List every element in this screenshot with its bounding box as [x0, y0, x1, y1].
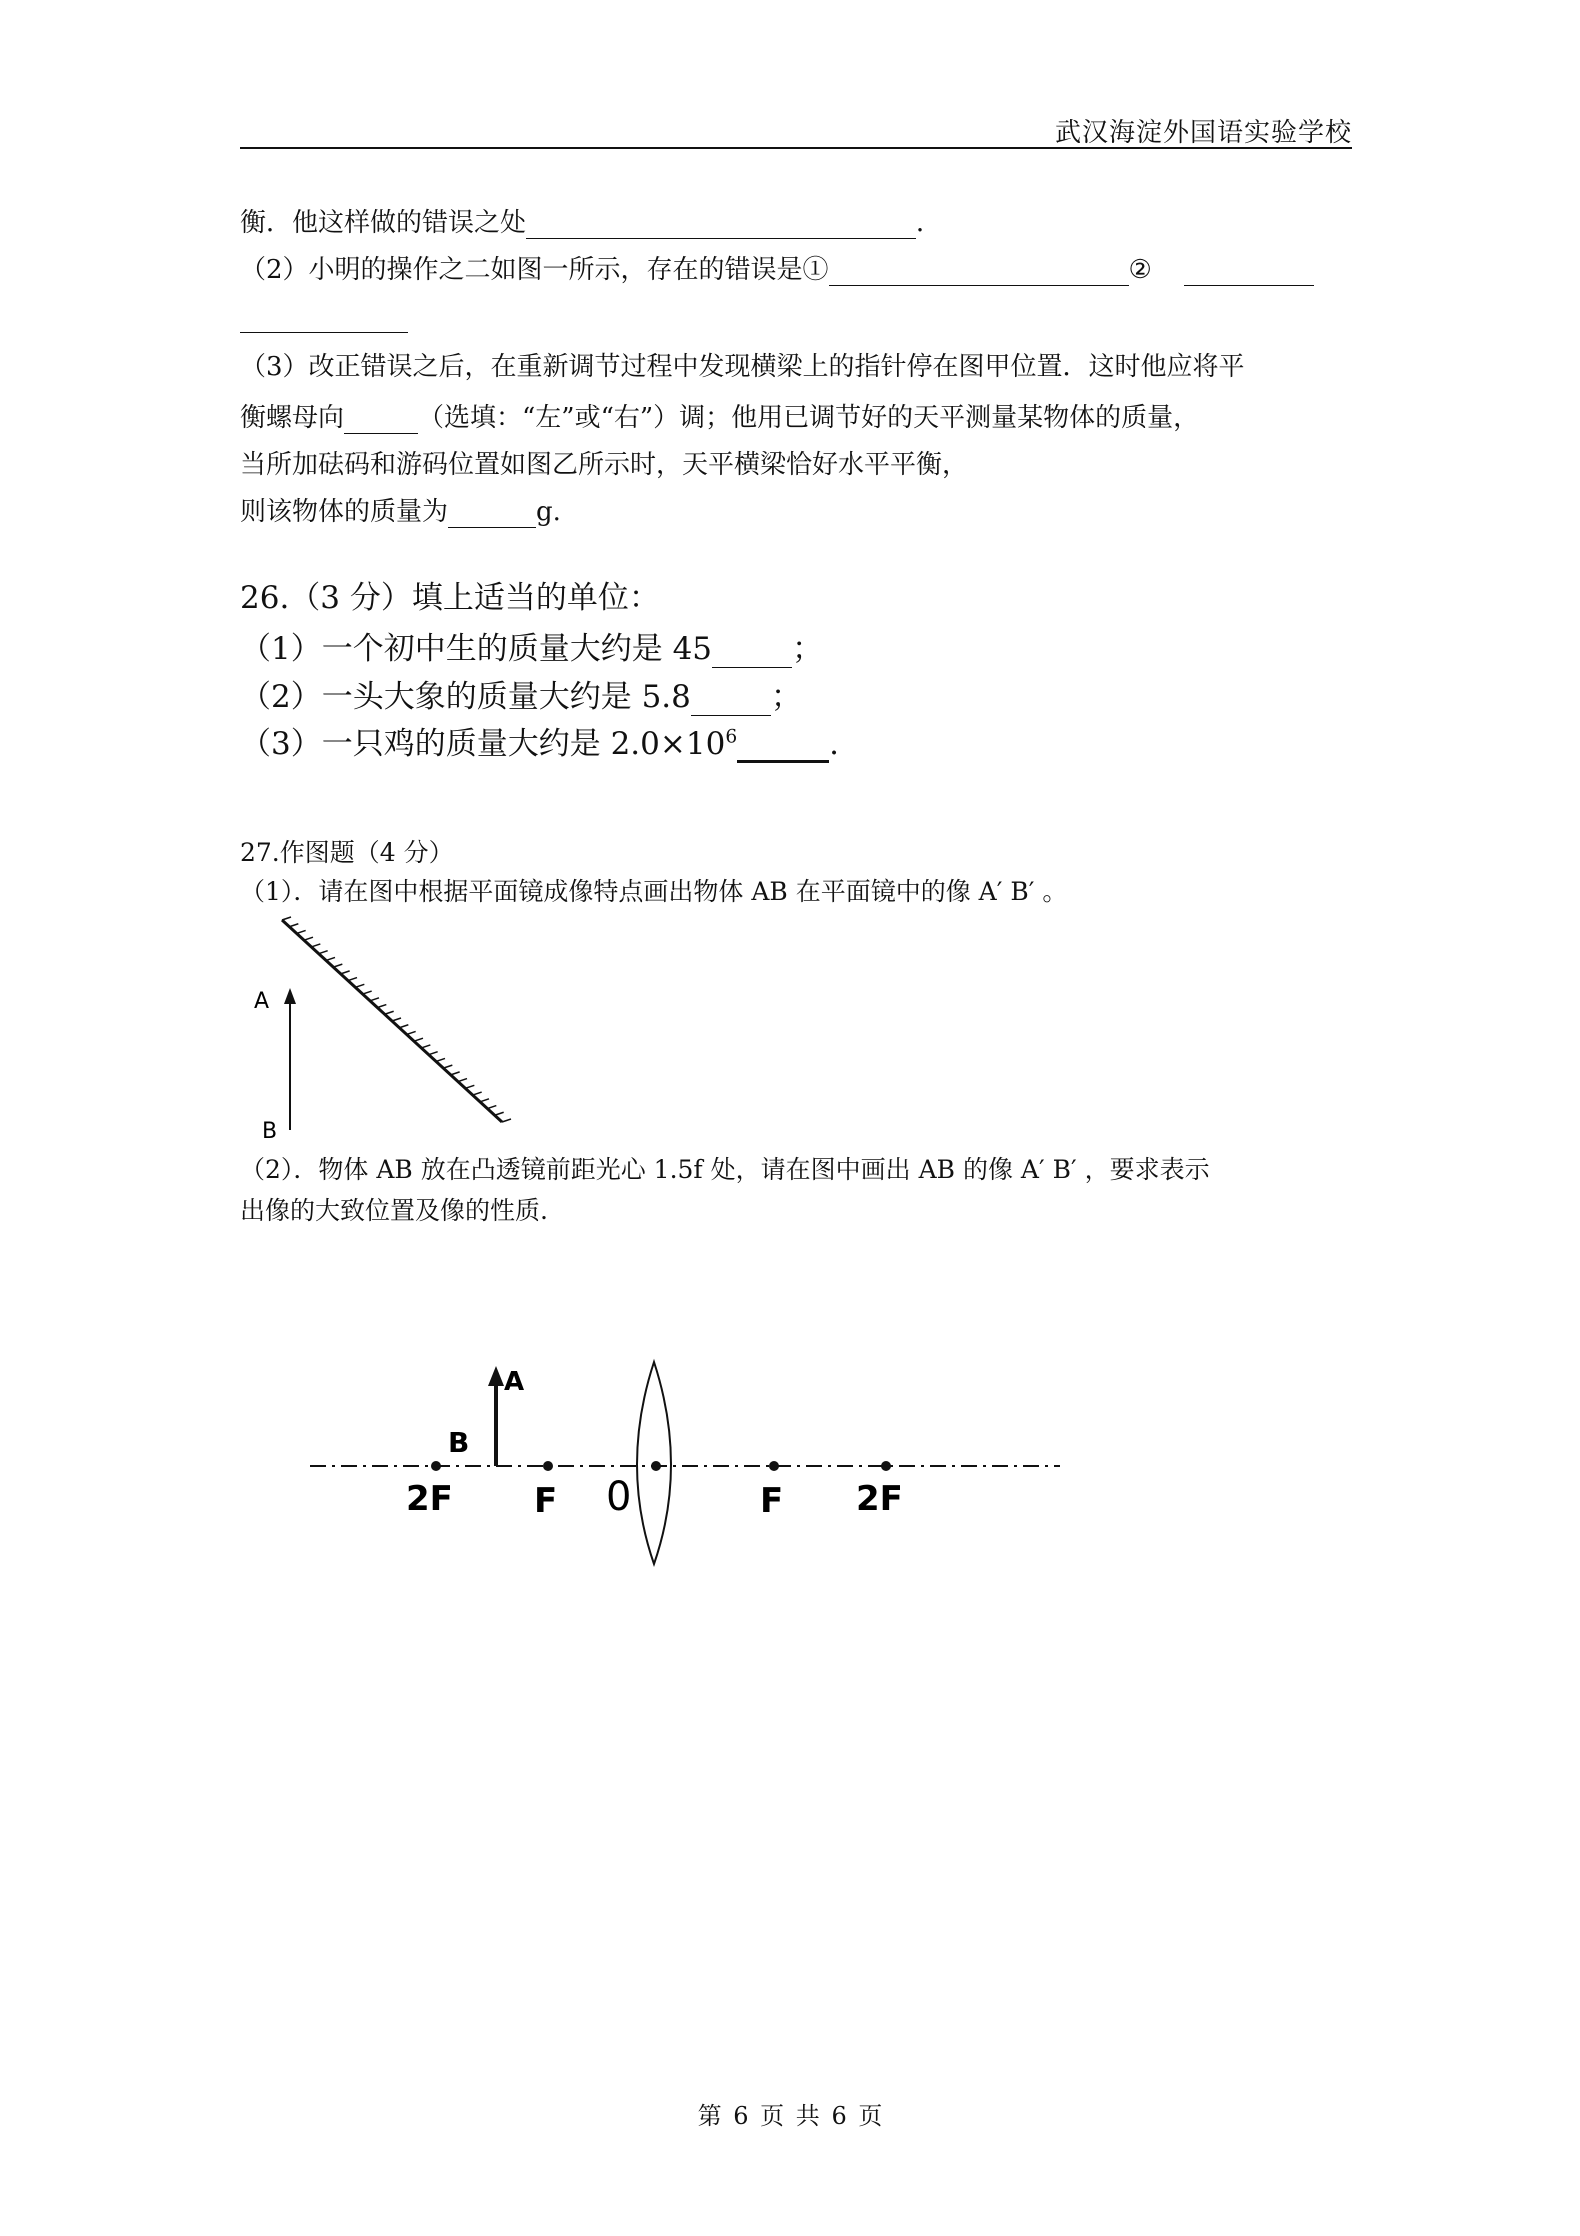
answer-blank-4[interactable] [448, 500, 536, 528]
mirror-hatch-mark [473, 1092, 482, 1095]
q26-item-3-exponent: 6 [725, 726, 738, 748]
line-6-unit: g. [536, 497, 561, 527]
answer-blank-2a[interactable] [829, 258, 1129, 286]
q26-item-3 [240, 726, 839, 763]
mirror-hatch-mark [282, 917, 291, 920]
point-2f-left [431, 1461, 441, 1471]
point-optical-center [651, 1461, 661, 1471]
mirror-hatch-mark [451, 1072, 460, 1075]
q27-part-1: （1）．请在图中根据平面镜成像特点画出物体 AB 在平面镜中的像 A′ B′ 。 [240, 877, 1068, 906]
mirror-hatch-mark [407, 1031, 416, 1034]
mirror-hatch-mark [311, 944, 320, 947]
fig2-label-2f-left: 2F [406, 1479, 453, 1519]
school-header: 武汉海淀外国语实验学校 [1054, 118, 1352, 148]
q26-item-1 [240, 631, 823, 668]
line-1-text: 衡．他这样做的错误之处 [240, 208, 527, 238]
fig1-label-b: B [262, 1119, 278, 1142]
fig2-label-b: B [448, 1426, 470, 1459]
mirror-hatch-mark [495, 1112, 504, 1115]
mirror-hatch-mark [377, 1005, 386, 1008]
fig2-label-o: 0 [606, 1474, 632, 1520]
q26-item-3-text: （3）一只鸡的质量大约是 2.0×10 [240, 726, 726, 762]
mirror-hatch-mark [399, 1025, 408, 1028]
line-5: 当所加砝码和游码位置如图乙所示时，天平横梁恰好水平平衡， [240, 450, 969, 480]
q26-item-2-text: （2）一头大象的质量大约是 5.8 [240, 679, 691, 715]
convex-lens-figure [290, 1350, 1080, 1570]
mirror-hatch-mark [458, 1079, 467, 1082]
mirror-hatch-mark [414, 1038, 423, 1041]
mirror-hatch-mark [370, 998, 379, 1001]
mirror-hatch-mark [363, 991, 372, 994]
mirror-hatch-mark [355, 984, 364, 987]
mirror-hatch-mark [487, 1106, 496, 1109]
mirror-hatch-mark [297, 930, 306, 933]
fig1-label-a: A [254, 989, 270, 1014]
point-f-right [769, 1461, 779, 1471]
mirror-hatch-mark [480, 1099, 489, 1102]
mirror-hatch-mark [385, 1011, 394, 1014]
object-arrow-ab [488, 1366, 504, 1466]
answer-blank-1[interactable] [526, 211, 916, 239]
line-4-end: （选填：“左”或“右”）调；他用已调节好的天平测量某物体的质量， [418, 403, 1200, 433]
mirror-hatch-mark [443, 1065, 452, 1068]
mirror-hatch-mark [465, 1085, 474, 1088]
line-3: （3）改正错误之后，在重新调节过程中发现横梁上的指针停在图甲位置．这时他应将平 [240, 352, 1245, 382]
q27-part-2-line-2: 出像的大致位置及像的性质. [240, 1196, 548, 1225]
q26-item-1-end: ； [792, 631, 824, 667]
point-2f-right [881, 1461, 891, 1471]
fig2-label-f-right: F [760, 1481, 784, 1521]
mirror-hatch-mark [289, 924, 298, 927]
fig2-label-f-left: F [534, 1481, 558, 1521]
line-6-text: 则该物体的质量为 [240, 497, 449, 527]
q27-title: 27.作图题（4 分） [240, 838, 454, 867]
mirror-hatch-mark [429, 1052, 438, 1055]
q26-item-3-end: . [829, 726, 840, 762]
mirror-hatch-mark [436, 1058, 445, 1061]
line-1-end: ． [916, 208, 943, 238]
q26-blank-2[interactable] [691, 683, 771, 717]
answer-blank-2b-continued[interactable] [240, 332, 408, 333]
line-1 [240, 208, 942, 239]
line-2 [240, 255, 1314, 286]
fig2-label-a: A [504, 1367, 525, 1397]
plane-mirror-figure [240, 910, 530, 1142]
mirror-hatch-mark [304, 937, 313, 940]
mirror-hatch-mark [502, 1119, 511, 1122]
line-4-text: 衡螺母向 [240, 403, 345, 433]
point-f-left [543, 1461, 553, 1471]
page-footer: 第 6 页 共 6 页 [697, 2102, 883, 2130]
q26-item-2-end: ； [770, 679, 802, 715]
line-4 [240, 403, 1199, 434]
q26-blank-3[interactable] [737, 728, 829, 764]
q26-item-2 [240, 679, 802, 716]
q27-part-2-line-1: （2）．物体 AB 放在凸透镜前距光心 1.5f 处，请在图中画出 AB 的像 A′ B′ ，要求表示 [240, 1155, 1210, 1184]
fig2-label-2f-right: 2F [856, 1479, 903, 1519]
line-2-circle-2: ② [1128, 255, 1152, 285]
mirror-hatch-mark [341, 971, 350, 974]
line-6 [240, 497, 561, 528]
plane-mirror [282, 917, 511, 1122]
mirror-hatch-mark [421, 1045, 430, 1048]
mirror-hatch-mark [392, 1018, 401, 1021]
mirror-hatch-mark [348, 978, 357, 981]
mirror-hatch-mark [326, 957, 335, 960]
answer-blank-2b[interactable] [1184, 258, 1314, 286]
mirror-hatch-mark [319, 951, 328, 954]
header-rule [240, 147, 1352, 149]
q26-title: 26.（3 分）填上适当的单位： [240, 580, 660, 616]
answer-blank-3[interactable] [344, 406, 418, 434]
object-ab-arrow [284, 988, 296, 1130]
mirror-hatch-mark [333, 964, 342, 967]
q26-item-1-text: （1）一个初中生的质量大约是 45 [240, 631, 713, 667]
q26-blank-1[interactable] [712, 635, 792, 669]
line-2-text: （2）小明的操作之二如图一所示，存在的错误是① [240, 255, 829, 285]
